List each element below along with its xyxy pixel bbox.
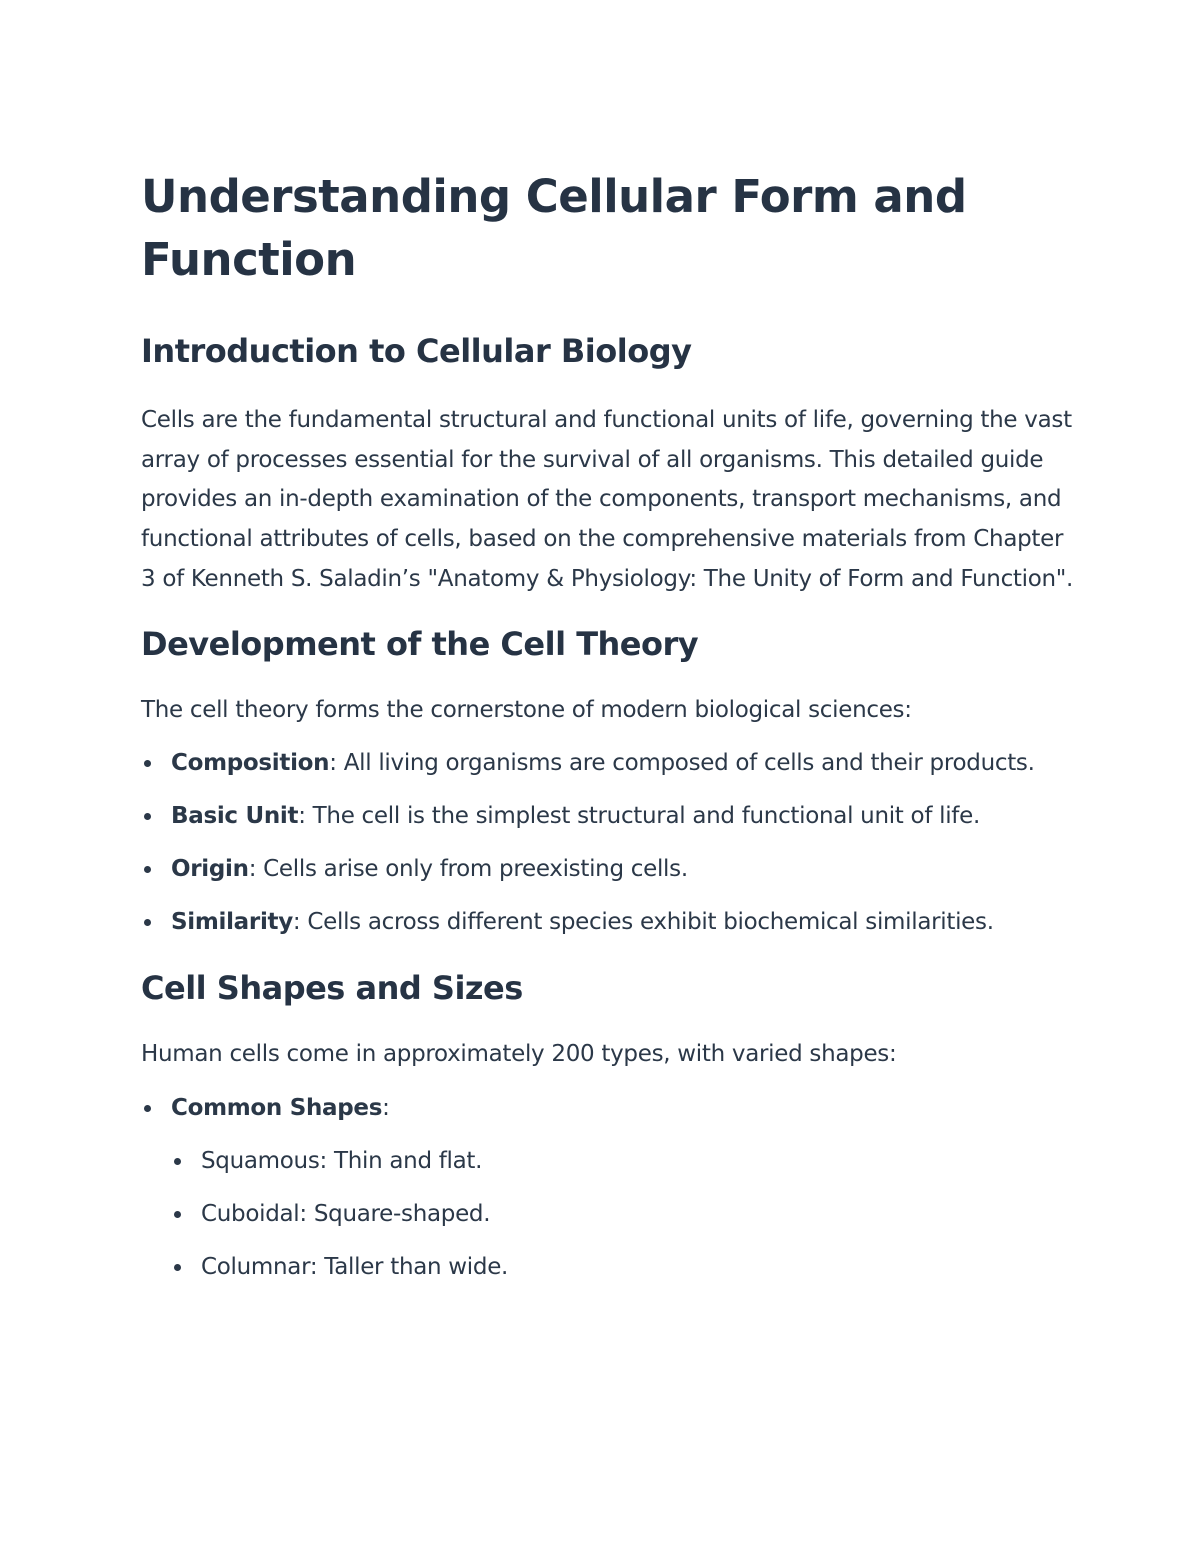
- list-item-suffix: :: [382, 1094, 390, 1121]
- section-heading-cell-theory: Development of the Cell Theory: [141, 624, 699, 663]
- sublist-item: [201, 1248, 1081, 1287]
- list-item-term: Common Shapes: [171, 1094, 383, 1121]
- list-item-text: : All living organisms are composed of cells and their products.: [329, 750, 1035, 777]
- cell-theory-paragraph: The cell theory forms the cornerstone of modern biological sciences:: [141, 696, 912, 723]
- sublist-item-text: Columnar: Taller than wide.: [201, 1253, 509, 1280]
- section-heading-intro: Introduction to Cellular Biology: [141, 332, 692, 370]
- shapes-sublist: [171, 1142, 1081, 1287]
- list-item-text: : Cells across different species exhibit biochemical similarities.: [292, 909, 994, 936]
- bullet-icon: [174, 1264, 181, 1271]
- list-item: [171, 797, 1081, 836]
- bullet-icon: [174, 1211, 181, 1218]
- bullet-icon: [144, 760, 151, 767]
- bullet-icon: [144, 813, 151, 820]
- sublist-item-text: Squamous: Thin and flat.: [201, 1147, 483, 1174]
- document-page: [141, 165, 1081, 1287]
- list-item-term: Basic Unit: [171, 803, 299, 830]
- bullet-icon: [144, 919, 151, 926]
- shapes-list: [141, 1089, 1081, 1287]
- bullet-icon: [144, 866, 151, 873]
- list-item-term: Origin: [171, 856, 249, 883]
- sublist-item: [201, 1142, 1081, 1181]
- list-item: [171, 744, 1081, 783]
- cell-theory-list: [141, 744, 1081, 942]
- list-item: [171, 1089, 1081, 1287]
- shapes-paragraph: Human cells come in approximately 200 types, with varied shapes:: [141, 1041, 897, 1068]
- list-item-term: Composition: [171, 750, 330, 777]
- list-item-text: : Cells arise only from preexisting cells.: [248, 856, 688, 883]
- list-item-text: : The cell is the simplest structural and functional unit of life.: [298, 803, 980, 830]
- sublist-item-text: Cuboidal: Square-shaped.: [201, 1200, 491, 1227]
- list-item: [171, 903, 1081, 942]
- bullet-icon: [174, 1158, 181, 1165]
- document-title: Understanding Cellular Form and Function: [141, 170, 967, 286]
- sublist-item: [201, 1195, 1081, 1234]
- intro-paragraph: Cells are the fundamental structural and functional units of life, governing the vast array of processes essential for the survival of all organisms. This detailed guide provides an in-depth examination of the components, transport mechanisms, and functional attributes of cells, based on the comprehensive materials from Chapter 3 of Kenneth S. Saladin’s "Anatomy & Physiology: The Unity of Form and Function".: [141, 407, 1074, 592]
- section-heading-shapes: Cell Shapes and Sizes: [141, 969, 523, 1008]
- list-item: [171, 850, 1081, 889]
- list-item-term: Similarity: [171, 909, 293, 936]
- bullet-icon: [144, 1105, 151, 1112]
